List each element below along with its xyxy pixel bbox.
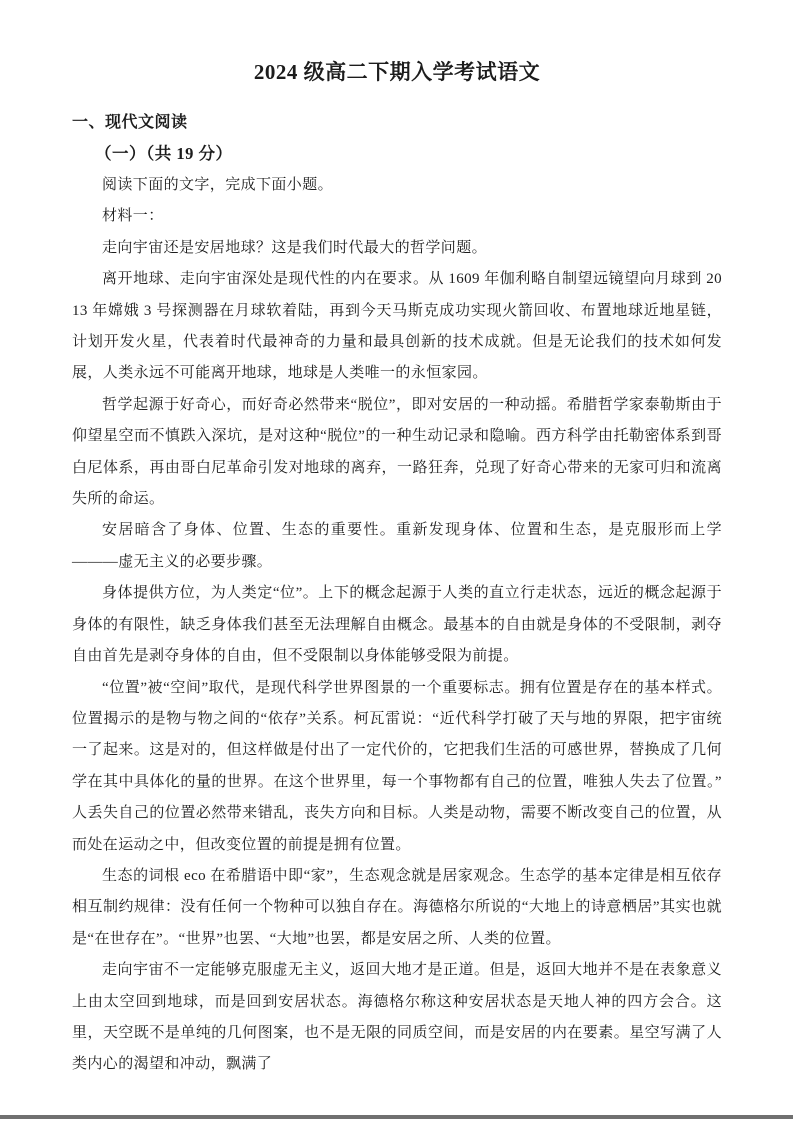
material-paragraph: 身体提供方位，为人类定“位”。上下的概念起源于人类的直立行走状态，远近的概念起源于身体的有限性，缺乏身体我们甚至无法理解自由概念。最基本的自由就是身体的不受限制，剥夺自由首先是剥夺身体的自由，但不受限制以身体能够受限为前提。: [72, 585, 722, 665]
material-paragraph: “位置”被“空间”取代，是现代科学世界图景的一个重要标志。拥有位置是存在的基本样式。位置揭示的是物与物之间的“依存”关系。柯瓦雷说：“近代科学打破了天与地的界限，把宇宙统一了起来。这是对的，但这样做是付出了一定代价的，它把我们生活的可感世界，替换成了几何学在其中具体化的量的世界。在这个世界里，每一个事物都有自己的位置，唯独人失去了位置。”人丢失自己的位置必然带来错乱，丧失方向和目标。人类是动物，需要不断改变自己的位置，从而处在运动之中，但改变位置的前提是拥有位置。: [72, 679, 722, 853]
reading-instruction: 阅读下面的文字，完成下面小题。: [102, 177, 334, 193]
page-bottom-edge: [0, 1115, 793, 1119]
subsection-heading-part-one-score: （一）（共 19 分）: [95, 144, 233, 163]
material-paragraph: 离开地球、走向宇宙深处是现代性的内在要求。从 1609 年伽利略自制望远镜望向月球到 2013 年嫦娥 3 号探测器在月球软着陆，再到今天马斯克成功实现火箭回收、布置地球近地星链，计划开发火星，代表着时代最神奇的力量和最具创新的技术成就。但是无论我们的技术如何发展，人类永远不可能离开地球，地球是人类唯一的永恒家园。: [72, 271, 722, 382]
document-title: 2024 级高二下期入学考试语文: [253, 60, 541, 84]
material-paragraph: 安居暗含了身体、位置、生态的重要性。重新发现身体、位置和生态，是克服形而上学———虚无主义的必要步骤。: [72, 522, 722, 570]
material-one-label: 材料一：: [102, 208, 164, 225]
material-paragraph: 走向宇宙还是安居地球？这是我们时代最大的哲学问题。: [102, 239, 488, 256]
material-paragraphs: [72, 233, 722, 1081]
material-paragraph: 哲学起源于好奇心，而好奇必然带来“脱位”，即对安居的一种动摇。希腊哲学家泰勒斯由于仰望星空而不慎跌入深坑，是对这种“脱位”的一种生动记录和隐喻。西方科学由托勒密体系到哥白尼体系，再由哥白尼革命引发对地球的离弃，一路狂奔，兑现了好奇心带来的无家可归和流离失所的命运。: [72, 396, 722, 508]
material-paragraph: 生态的词根 eco 在希腊语中即“家”，生态观念就是居家观念。生态学的基本定律是相互依存相互制约规律：没有任何一个物种可以独自存在。海德格尔所说的“大地上的诗意栖居”其实也就是“在世存在”。“世界”也罢、“大地”也罢，都是安居之所、人类的位置。: [72, 867, 722, 947]
material-paragraph: 走向宇宙不一定能够克服虚无主义，返回大地才是正道。但是，返回大地并不是在表象意义上由太空回到地球，而是回到安居状态。海德格尔称这种安居状态是天地人神的四方会合。这里，天空既不是单纯的几何图案，也不是无限的同质空间，而是安居的内在要素。星空写满了人类内心的渴望和冲动，飘满了: [72, 962, 722, 1073]
section-heading-modern-text-reading: 一、现代文阅读: [72, 114, 188, 131]
